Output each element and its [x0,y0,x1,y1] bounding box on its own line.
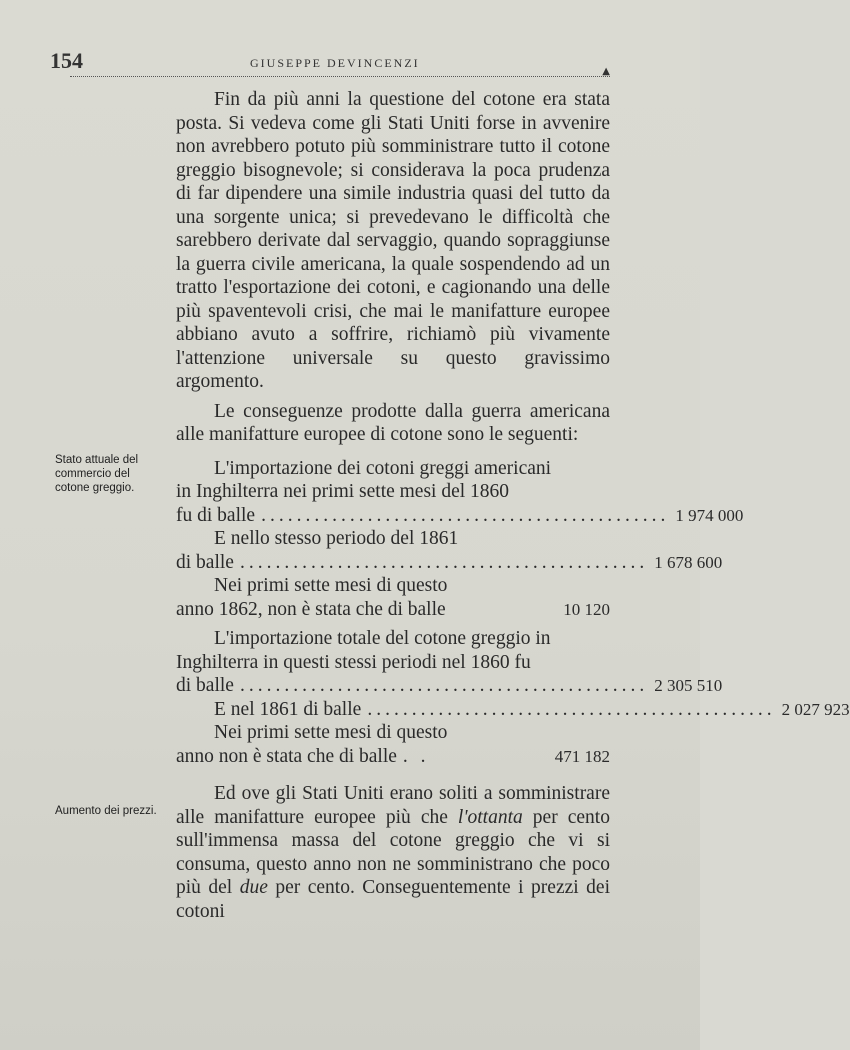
header-rule [70,76,610,77]
paragraph-2: Le conseguenze prodotte dalla guerra americana alle manifatture europee di cotone sono le seguenti: [176,400,610,445]
stat-value: 1 678 600 [654,552,723,572]
paragraph-3-text-c: per cento. Conseguentemente i prezzi dei cotoni [176,877,610,922]
stat-line: Nei primi sette mesi di questo [214,575,448,596]
stat-label: anno non è stata che di balle [176,745,397,767]
stat-last-line [176,745,610,769]
page-number: 154 [50,48,83,73]
stat-label: fu di balle [176,504,256,526]
stat-value: 471 182 [554,746,610,766]
paragraph-3-text-b: per cento sull'immensa massa del cotone greggio che vi si consuma, questo anno non ne somministrano che poco più del [176,806,610,898]
stat-label: di balle [176,551,234,573]
stat-line: Nei primi sette mesi di questo [214,722,448,743]
stat-line: E nello stesso periodo del 1861 [214,528,459,549]
leader-dots: . . [402,745,430,767]
main-text [176,88,850,923]
page-header [50,48,610,82]
stat-value: 2 027 923 [781,699,850,719]
paragraph-3-text-a: Ed ove gli Stati Uniti erano soliti a somministrare alle manifatture europee più che [176,783,610,828]
stat-block [176,721,610,768]
margin-note-aumento-prezzi: Aumento dei prezzi. [55,805,157,817]
stat-line: Inghilterra in questi stessi periodi nel 1860 fu [176,651,531,673]
stat-label: di balle [176,675,234,696]
stat-block [176,627,723,698]
stat-value: 10 120 [563,599,610,619]
stat-last-line [176,598,610,622]
emphasis-due: due [239,877,268,898]
stat-last-line [176,674,723,698]
stat-label: E nel 1861 di balle [214,698,362,720]
stat-line: in Inghilterra nei primi sette mesi del 1860 [176,481,510,502]
stat-line: L'importazione totale del cotone greggio in [214,628,551,649]
running-head: GIUSEPPE DEVINCENZI [250,56,420,70]
margin-note-stato-attuale: Stato attuale del commercio del cotone greggio. [55,454,139,494]
paragraph-1: Fin da più anni la questione del cotone era stata posta. Si vedeva come gli Stati Uniti forse in avvenire non avrebbero potuto più somministrare tutto il cotone greggio bisognevole; si considerava la poca prudenza di far dipendere una simile industria quasi del tutto da una sorgente unica; si prevedevano le difficoltà che sarebbero derivate dal servaggio, quando sopraggiunse la guerra civile americana, la quale sospendendo ad un tratto l'esportazione dei cotoni, e cagionando una delle più spaventevoli crisi, che mai le manifatture europee abbiano avuto a soffrire, richiamò più vivamente l'attenzione universale su questo gravissimo argomento. [176,89,610,392]
leader-dots: .............................................. [239,675,649,696]
stat-value: 2 305 510 [654,676,723,695]
leader-dots: .............................................. [261,504,670,526]
stat-block [176,457,744,528]
stat-block [176,527,723,574]
leader-dots: .............................................. [239,551,649,573]
paragraph-3 [176,782,610,923]
stat-block [176,574,610,621]
stat-value: 1 974 000 [675,505,744,525]
stat-last-line [176,504,744,528]
stat-block [176,698,850,722]
leader-dots: .............................................. [367,698,776,720]
stat-last-line [176,551,723,575]
rule-mark: ▲ [602,66,610,77]
stat-last-line [176,698,850,722]
emphasis-ottanta: l'ottanta [457,806,523,828]
stat-label: anno 1862, non è stata che di balle [176,598,446,620]
stat-line: L'importazione dei cotoni greggi americani [214,457,552,479]
